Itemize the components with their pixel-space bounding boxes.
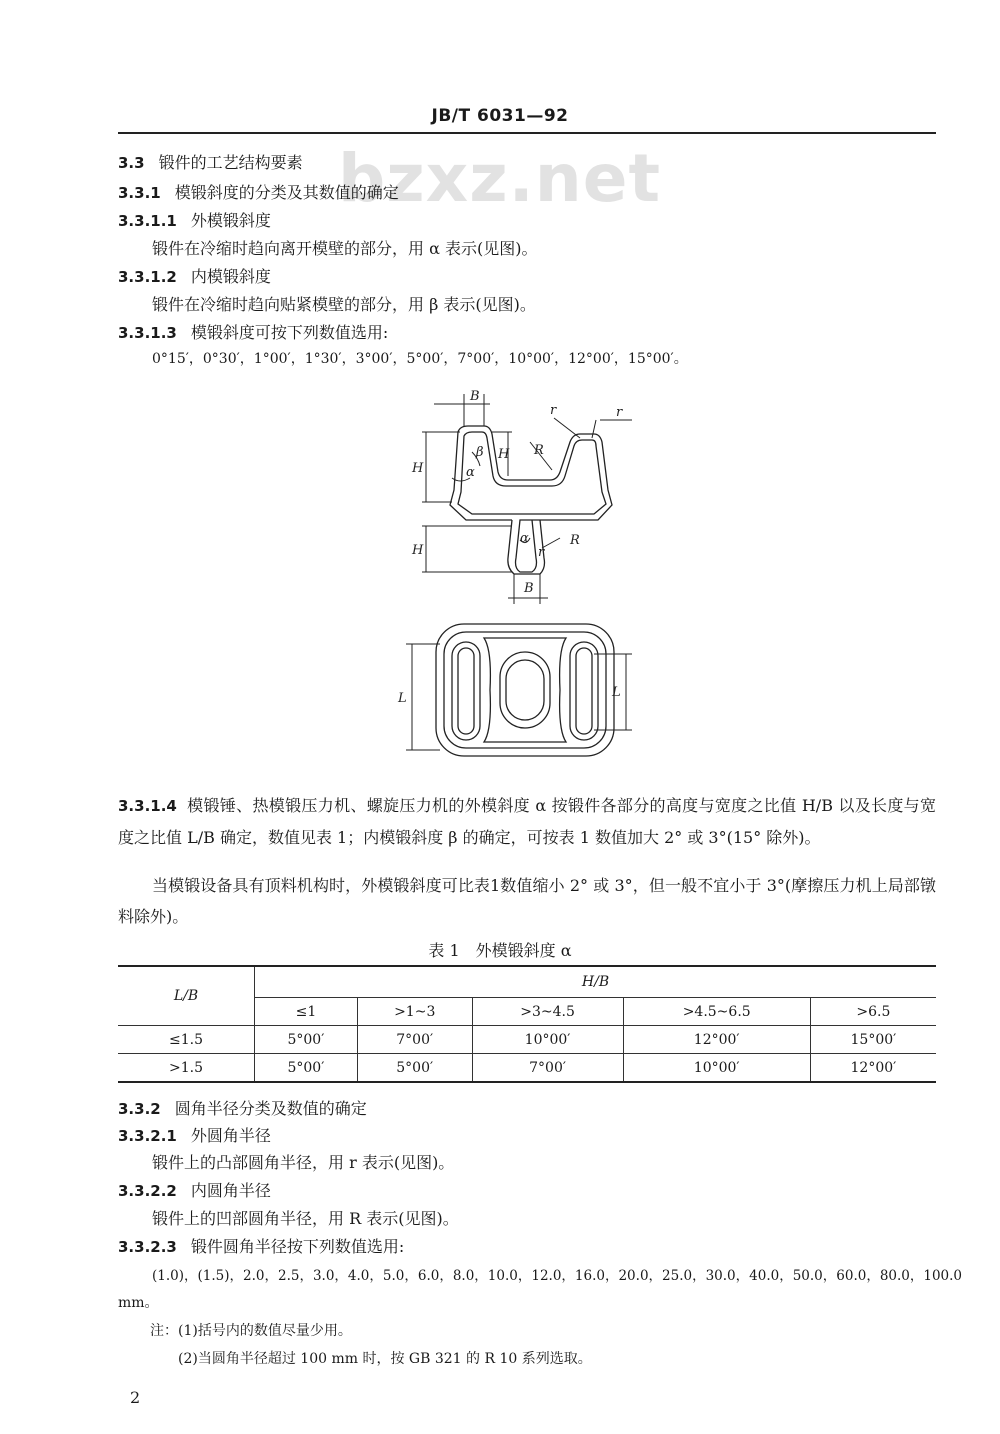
- section-title: 圆角半径分类及数值的确定: [174, 1099, 367, 1118]
- section-number: 3.3.1.3: [118, 324, 177, 342]
- label-L-right: L: [612, 685, 621, 700]
- section-3-3-1-2-body: 锻件在冷缩时趋向贴紧模壁的部分，用 β 表示(见图)。: [152, 295, 536, 314]
- note-prefix: 注：: [150, 1323, 178, 1339]
- label-R-lower: R: [570, 533, 580, 548]
- section-number: 3.3.1.2: [118, 268, 177, 286]
- table-cell: 10°00′: [623, 1054, 810, 1083]
- label-H-upper-left: H: [412, 461, 424, 476]
- section-3-3-1-2-heading: [118, 264, 271, 287]
- page-number: 2: [130, 1388, 141, 1407]
- table-cell: 10°00′: [472, 1026, 623, 1054]
- section-number: 3.3.2.1: [118, 1127, 177, 1145]
- label-H-inner: H: [498, 447, 510, 462]
- table-1-caption: 表 1 外模锻斜度 α: [428, 941, 572, 960]
- label-B-top: B: [470, 389, 480, 404]
- standard-code-header: JB/T 6031—92: [431, 106, 569, 126]
- label-r-left: r: [550, 403, 557, 418]
- forging-diagram: [380, 380, 650, 780]
- section-number: 3.3.2.3: [118, 1238, 177, 1256]
- section-3-3-1-4-paragraph-2: 当模锻设备具有顶料机构时，外模锻斜度可比表1数值缩小 2° 或 3°，但一般不宜小于 3°(摩擦压力机上局部镦料除外)。: [118, 876, 936, 926]
- section-title: 内模锻斜度: [190, 267, 271, 286]
- section-3-3-1-heading: [118, 180, 399, 203]
- table-cell: 7°00′: [472, 1054, 623, 1083]
- table-cell: 5°00′: [255, 1054, 358, 1083]
- section-number: 3.3.2.2: [118, 1182, 177, 1200]
- watermark: bzxz.net: [338, 140, 662, 217]
- section-3-3-1-1-body: 锻件在冷缩时趋向离开模壁的部分，用 α 表示(见图)。: [152, 239, 538, 258]
- draft-angle-table: [118, 965, 936, 1083]
- section-title: 模锻斜度的分类及其数值的确定: [174, 183, 399, 202]
- label-B-bottom: B: [524, 581, 534, 596]
- column-header: >4.5~6.5: [623, 998, 810, 1026]
- section-3-3-2-1-body: 锻件上的凸部圆角半径，用 r 表示(见图)。: [152, 1153, 455, 1172]
- note-1: [150, 1320, 352, 1340]
- table-row: [118, 1054, 936, 1083]
- column-group-HB: H/B: [255, 966, 937, 998]
- column-header: >3~4.5: [472, 998, 623, 1026]
- section-number: 3.3.1.1: [118, 212, 177, 230]
- table-cell: 12°00′: [623, 1026, 810, 1054]
- table-cell: 15°00′: [810, 1026, 936, 1054]
- row-label: >1.5: [118, 1054, 255, 1083]
- section-3-3-2-heading: [118, 1096, 367, 1119]
- section-3-3-2-3-heading: [118, 1234, 404, 1257]
- label-L-left: L: [398, 691, 407, 706]
- section-number: 3.3.1: [118, 184, 161, 202]
- header-rule: [118, 132, 936, 134]
- section-title: 模锻斜度可按下列数值选用:: [190, 323, 389, 342]
- column-header: >1~3: [357, 998, 472, 1026]
- label-r-right: r: [616, 405, 623, 420]
- section-title: 外圆角半径: [190, 1126, 271, 1145]
- label-beta: β: [476, 445, 484, 460]
- section-title: 内圆角半径: [190, 1181, 271, 1200]
- table-row: [118, 1026, 936, 1054]
- table-cell: 12°00′: [810, 1054, 936, 1083]
- table-cell: 7°00′: [357, 1026, 472, 1054]
- fillet-radius-unit: mm。: [118, 1295, 159, 1311]
- section-3-3-1-1-heading: [118, 208, 271, 231]
- section-3-3-1-3-heading: [118, 320, 388, 343]
- section-3-3-2-1-heading: [118, 1123, 271, 1146]
- draft-angle-values: 0°15′，0°30′，1°00′，1°30′，3°00′，5°00′，7°00′，10°00′，12°00′，15°00′。: [152, 351, 688, 367]
- row-header-LB: L/B: [118, 966, 255, 1026]
- note-text: (1)括号内的数值尽量少用。: [178, 1323, 352, 1339]
- section-3-3-heading: [118, 150, 303, 173]
- section-3-3-2-2-heading: [118, 1178, 271, 1201]
- section-number: 3.3.2: [118, 1100, 161, 1118]
- label-H-lower: H: [412, 543, 424, 558]
- section-title: 外模锻斜度: [190, 211, 271, 230]
- column-header: ≤1: [255, 998, 358, 1026]
- section-3-3-2-2-body: 锻件上的凹部圆角半径，用 R 表示(见图)。: [152, 1209, 459, 1228]
- table-cell: 5°00′: [357, 1054, 472, 1083]
- column-header: >6.5: [810, 998, 936, 1026]
- fillet-radius-values: (1.0)，(1.5)，2.0，2.5，3.0，4.0，5.0，6.0，8.0，10.0，12.0，16.0，20.0，25.0，30.0，40.0，50.0，60.0，80.0，100.0: [152, 1268, 963, 1284]
- section-3-3-1-4: [118, 790, 936, 853]
- label-alpha-upper: α: [466, 465, 475, 480]
- label-r-lower: r: [538, 545, 545, 560]
- section-title: 锻件的工艺结构要素: [158, 153, 303, 172]
- row-label: ≤1.5: [118, 1026, 255, 1054]
- label-R-upper: R: [534, 443, 544, 458]
- section-number: 3.3: [118, 154, 145, 172]
- section-number: 3.3.1.4: [118, 797, 177, 815]
- note-2: (2)当圆角半径超过 100 mm 时，按 GB 321 的 R 10 系列选取。: [178, 1351, 592, 1367]
- table-cell: 5°00′: [255, 1026, 358, 1054]
- section-title: 锻件圆角半径按下列数值选用:: [190, 1237, 405, 1256]
- label-alpha-lower: α: [520, 531, 529, 546]
- section-body: 模锻锤、热模锻压力机、螺旋压力机的外模斜度 α 按锻件各部分的高度与宽度之比值 H/B 以及长度与宽度之比值 L/B 确定，数值见表 1；内模锻斜度 β 的确定，可按表 1 数值加大 2° 或 3°(15° 除外)。: [118, 796, 936, 847]
